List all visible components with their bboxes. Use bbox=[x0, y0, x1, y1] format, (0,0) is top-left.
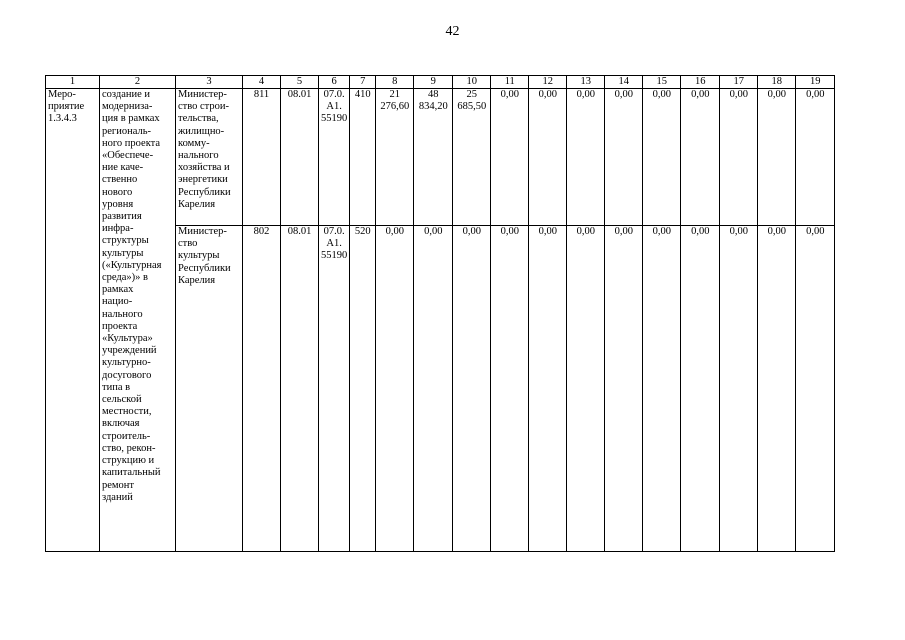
rzpr-cell: 08.01 bbox=[281, 89, 319, 226]
header-cell: 6 bbox=[319, 76, 350, 89]
header-cell: 3 bbox=[176, 76, 243, 89]
header-cell: 16 bbox=[681, 76, 720, 89]
amount-cell: 0,00 bbox=[643, 226, 681, 552]
amount-cell: 0,00 bbox=[491, 89, 529, 226]
header-cell: 7 bbox=[350, 76, 376, 89]
amount-cell: 0,00 bbox=[453, 226, 491, 552]
executor-cell: Министер- ство культуры Республики Карелия bbox=[176, 226, 243, 552]
header-cell: 2 bbox=[100, 76, 176, 89]
amount-cell: 0,00 bbox=[605, 89, 643, 226]
amount-cell: 0,00 bbox=[567, 89, 605, 226]
amount-cell: 0,00 bbox=[491, 226, 529, 552]
activity-label-cell: Меро- приятие 1.3.4.3 bbox=[46, 89, 100, 552]
vr-cell: 410 bbox=[350, 89, 376, 226]
amount-cell: 21 276,60 bbox=[376, 89, 414, 226]
header-cell: 4 bbox=[243, 76, 281, 89]
amount-cell: 25 685,50 bbox=[453, 89, 491, 226]
header-cell: 1 bbox=[46, 76, 100, 89]
amount-cell: 0,00 bbox=[796, 226, 835, 552]
vr-cell: 520 bbox=[350, 226, 376, 552]
amount-cell: 48 834,20 bbox=[414, 89, 453, 226]
grbs-cell: 802 bbox=[243, 226, 281, 552]
amount-cell: 0,00 bbox=[720, 226, 758, 552]
amount-cell: 0,00 bbox=[681, 226, 720, 552]
amount-cell: 0,00 bbox=[376, 226, 414, 552]
header-cell: 12 bbox=[529, 76, 567, 89]
page-number: 42 bbox=[445, 24, 460, 39]
header-cell: 19 bbox=[796, 76, 835, 89]
header-row bbox=[46, 76, 835, 89]
header-cell: 5 bbox=[281, 76, 319, 89]
header-cell: 8 bbox=[376, 76, 414, 89]
header-cell: 14 bbox=[605, 76, 643, 89]
csr-cell: 07.0. A1. 55190 bbox=[319, 226, 350, 552]
amount-cell: 0,00 bbox=[643, 89, 681, 226]
activity-description-cell: создание и модерниза- ция в рамках региональ- ного проекта «Обеспече- ние каче- ственно нового уровня развития инфра- структуры культуры («Культурная среда»)» в рамках нацио- нального проекта «Культура» учреждений культурно- досугового типа в сельской местности, включая строитель- ство, рекон- струкцию и капитальный ремонт зданий bbox=[100, 89, 176, 552]
amount-cell: 0,00 bbox=[720, 89, 758, 226]
amount-cell: 0,00 bbox=[414, 226, 453, 552]
amount-cell: 0,00 bbox=[529, 89, 567, 226]
header-cell: 15 bbox=[643, 76, 681, 89]
table-row bbox=[46, 89, 835, 226]
header-cell: 10 bbox=[453, 76, 491, 89]
header-cell: 9 bbox=[414, 76, 453, 89]
amount-cell: 0,00 bbox=[567, 226, 605, 552]
header-cell: 17 bbox=[720, 76, 758, 89]
executor-cell: Министер- ство строи- тельства, жилищно- комму- нального хозяйства и энергетики Республики Карелия bbox=[176, 89, 243, 226]
budget-table bbox=[45, 75, 835, 552]
amount-cell: 0,00 bbox=[796, 89, 835, 226]
header-cell: 11 bbox=[491, 76, 529, 89]
header-cell: 13 bbox=[567, 76, 605, 89]
csr-cell: 07.0. A1. 55190 bbox=[319, 89, 350, 226]
amount-cell: 0,00 bbox=[758, 89, 796, 226]
header-cell: 18 bbox=[758, 76, 796, 89]
rzpr-cell: 08.01 bbox=[281, 226, 319, 552]
amount-cell: 0,00 bbox=[758, 226, 796, 552]
amount-cell: 0,00 bbox=[605, 226, 643, 552]
amount-cell: 0,00 bbox=[681, 89, 720, 226]
amount-cell: 0,00 bbox=[529, 226, 567, 552]
grbs-cell: 811 bbox=[243, 89, 281, 226]
